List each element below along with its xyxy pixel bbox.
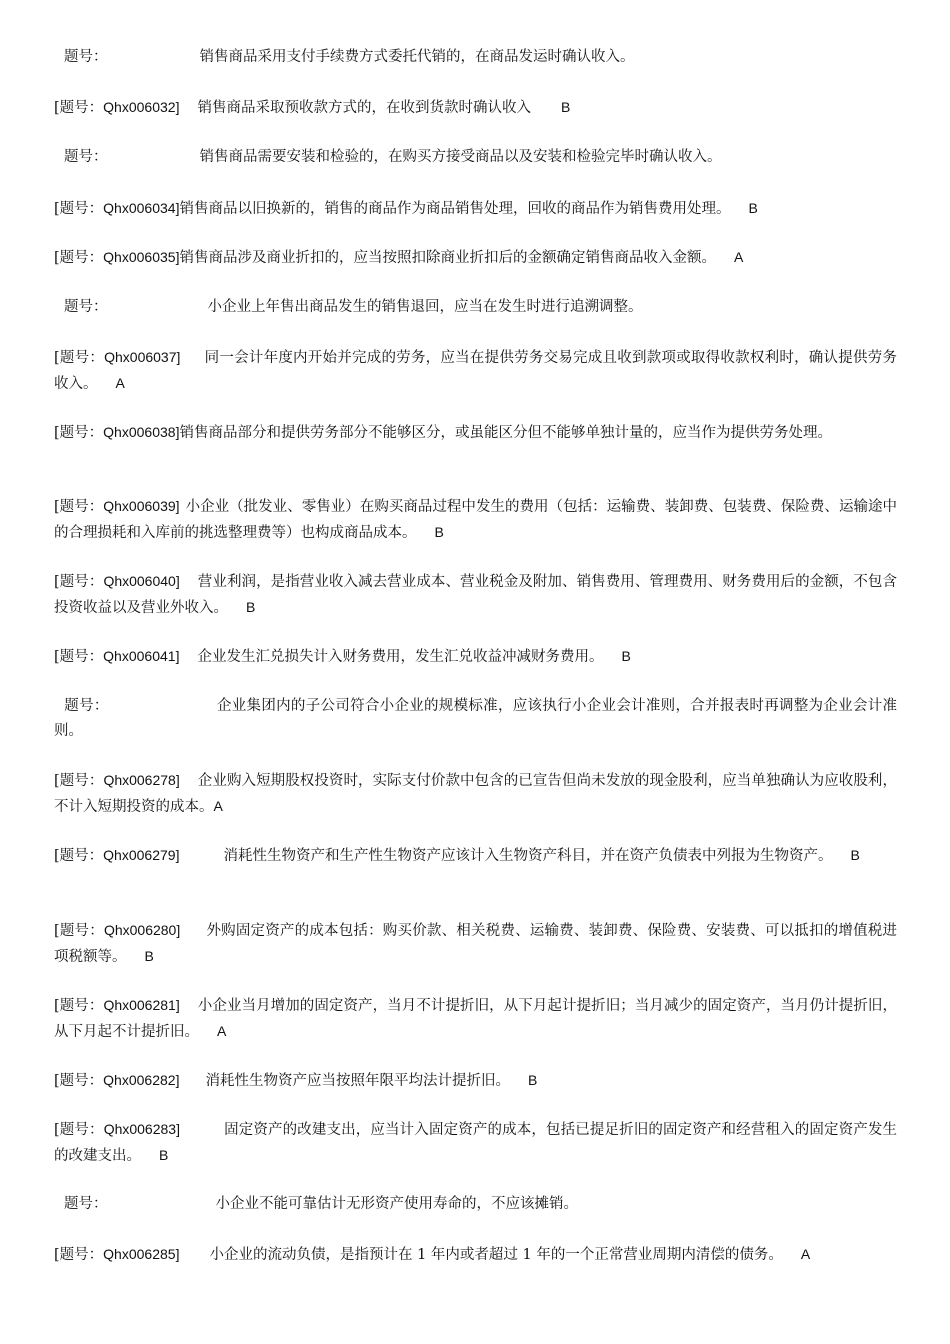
question-prefix: [题号：	[54, 250, 104, 266]
question-id: Qhx006034]	[103, 200, 180, 216]
question-prefix: 题号：	[64, 49, 108, 65]
question-text: 小企业的流动负债，是指预计在 1 年内或者超过 1 年的一个正常营业周期内清偿的债务。	[209, 1247, 783, 1263]
answer-label: B	[850, 847, 860, 863]
question-prefix: [题号：	[54, 998, 104, 1014]
question-item-11	[54, 644, 897, 670]
question-text: 同一会计年度内开始并完成的劳务，应当在提供劳务交易完成且收到款项或取得收款权利时，确认提供劳务收入。	[54, 350, 897, 392]
question-prefix: [题号：	[54, 1247, 104, 1263]
question-id: Qhx006283]	[103, 1121, 180, 1137]
question-item-13	[54, 768, 897, 820]
question-text: 销售商品涉及商业折扣的，应当按照扣除商业折扣后的金额确定销售商品收入金额。	[179, 250, 716, 266]
question-prefix: [题号：	[54, 499, 104, 515]
question-item-15	[54, 918, 897, 970]
answer-label: B	[560, 99, 571, 115]
question-text: 营业利润，是指营业收入减去营业成本、营业税金及附加、销售费用、管理费用、财务费用后的金额，不包含投资收益以及营业外收入。	[54, 574, 897, 616]
question-prefix: 题号：	[64, 698, 109, 714]
answer-label: B	[748, 200, 758, 216]
question-prefix: [题号：	[54, 1122, 104, 1138]
question-item-10	[54, 569, 897, 621]
question-item-14	[54, 843, 897, 869]
question-prefix: [题号：	[54, 1073, 104, 1089]
question-item-3	[54, 145, 897, 170]
question-prefix: [题号：	[54, 201, 104, 217]
question-text: 销售商品采取预收款方式的，在收到货款时确认收入	[197, 100, 531, 116]
answer-label: B	[434, 524, 444, 540]
answer-label: A	[115, 375, 125, 391]
question-prefix: [题号：	[54, 923, 104, 939]
question-item-2	[54, 95, 897, 121]
question-text: 小企业（批发业、零售业）在购买商品过程中发生的费用（包括：运输费、装卸费、包装费、保险费、运输途中的合理损耗和入库前的挑选整理费等）也构成商品成本。	[54, 499, 897, 541]
question-prefix: [题号：	[54, 773, 104, 789]
question-id: Qhx006285]	[103, 1246, 180, 1262]
answer-label: A	[217, 1023, 227, 1039]
question-text: 消耗性生物资产和生产性生物资产应该计入生物资产科目，并在资产负债表中列报为生物资产。	[223, 848, 833, 864]
question-id: Qhx006041]	[103, 648, 180, 664]
answer-label: A	[733, 249, 744, 265]
question-text: 销售商品采用支付手续费方式委托代销的，在商品发运时确认收入。	[199, 49, 635, 65]
question-prefix: [题号：	[54, 574, 104, 590]
answer-label: B	[159, 1147, 169, 1163]
question-item-12	[54, 694, 897, 744]
question-item-20	[54, 1242, 897, 1268]
question-prefix: [题号：	[54, 649, 104, 665]
question-text: 销售商品部分和提供劳务部分不能够区分，或虽能区分但不能够单独计量的，应当作为提供劳务处理。	[179, 425, 832, 441]
answer-label: A	[800, 1246, 811, 1262]
question-id: Qhx006280]	[103, 922, 181, 938]
answer-label: B	[246, 599, 256, 615]
answer-label: A	[213, 798, 223, 814]
question-prefix: [题号：	[54, 350, 105, 366]
question-text: 企业发生汇兑损失计入财务费用，发生汇兑收益冲减财务费用。	[197, 649, 604, 665]
question-prefix: 题号：	[64, 149, 108, 165]
question-prefix: [题号：	[54, 425, 104, 441]
answer-label: B	[144, 948, 154, 964]
question-id: Qhx006282]	[103, 1072, 180, 1088]
question-prefix: 题号：	[64, 299, 108, 315]
question-prefix: 题号：	[64, 1196, 108, 1212]
question-id: Qhx006035]	[103, 249, 180, 265]
question-text: 小企业上年售出商品发生的销售退回，应当在发生时进行追溯调整。	[207, 299, 643, 315]
question-text: 消耗性生物资产应当按照年限平均法计提折旧。	[205, 1073, 510, 1089]
question-item-17	[54, 1068, 897, 1094]
question-item-19	[54, 1192, 897, 1217]
question-id: Qhx006281]	[103, 997, 180, 1013]
question-text: 企业购入短期股权投资时，实际支付价款中包含的已宣告但尚未发放的现金股利，应当单独确认为应收股利，不计入短期投资的成本。	[54, 773, 897, 815]
question-text: 销售商品需要安装和检验的，在购买方接受商品以及安装和检验完毕时确认收入。	[199, 149, 722, 165]
question-id: Qhx006032]	[103, 99, 180, 115]
question-text: 企业集团内的子公司符合小企业的规模标准，应该执行小企业会计准则，合并报表时再调整为企业会计准则。	[54, 698, 898, 739]
question-text: 小企业不能可靠估计无形资产使用寿命的，不应该摊销。	[215, 1196, 578, 1212]
question-prefix: [题号：	[54, 848, 104, 864]
question-prefix: [题号：	[54, 100, 104, 116]
question-text: 销售商品以旧换新的，销售的商品作为商品销售处理，回收的商品作为销售费用处理。	[179, 201, 731, 217]
question-text: 小企业当月增加的固定资产，当月不计提折旧，从下月起计提折旧；当月减少的固定资产，当月仍计提折旧，从下月起不计提折旧。	[54, 998, 897, 1040]
question-id: Qhx006278]	[103, 772, 180, 788]
question-id: Qhx006279]	[103, 847, 180, 863]
answer-label: B	[527, 1072, 538, 1088]
question-id: Qhx006039]	[103, 498, 180, 514]
answer-label: B	[621, 648, 631, 664]
question-item-4	[54, 196, 897, 222]
question-id: Qhx006040]	[103, 573, 180, 589]
question-text: 固定资产的改建支出，应当计入固定资产的成本，包括已提足折旧的固定资产和经营租入的固定资产发生的改建支出。	[54, 1122, 897, 1164]
question-item-8	[54, 420, 897, 446]
question-item-6	[54, 295, 897, 320]
question-id: Qhx006038]	[103, 424, 180, 440]
question-id: Qhx006037]	[104, 349, 181, 365]
question-item-18	[54, 1117, 897, 1169]
question-item-1	[54, 45, 897, 70]
question-text: 外购固定资产的成本包括：购买价款、相关税费、运输费、装卸费、保险费、安装费、可以抵扣的增值税进项税额等。	[54, 923, 897, 965]
question-item-7	[54, 345, 897, 397]
question-item-9	[54, 494, 897, 546]
question-item-16	[54, 993, 897, 1045]
question-item-5	[54, 245, 897, 271]
